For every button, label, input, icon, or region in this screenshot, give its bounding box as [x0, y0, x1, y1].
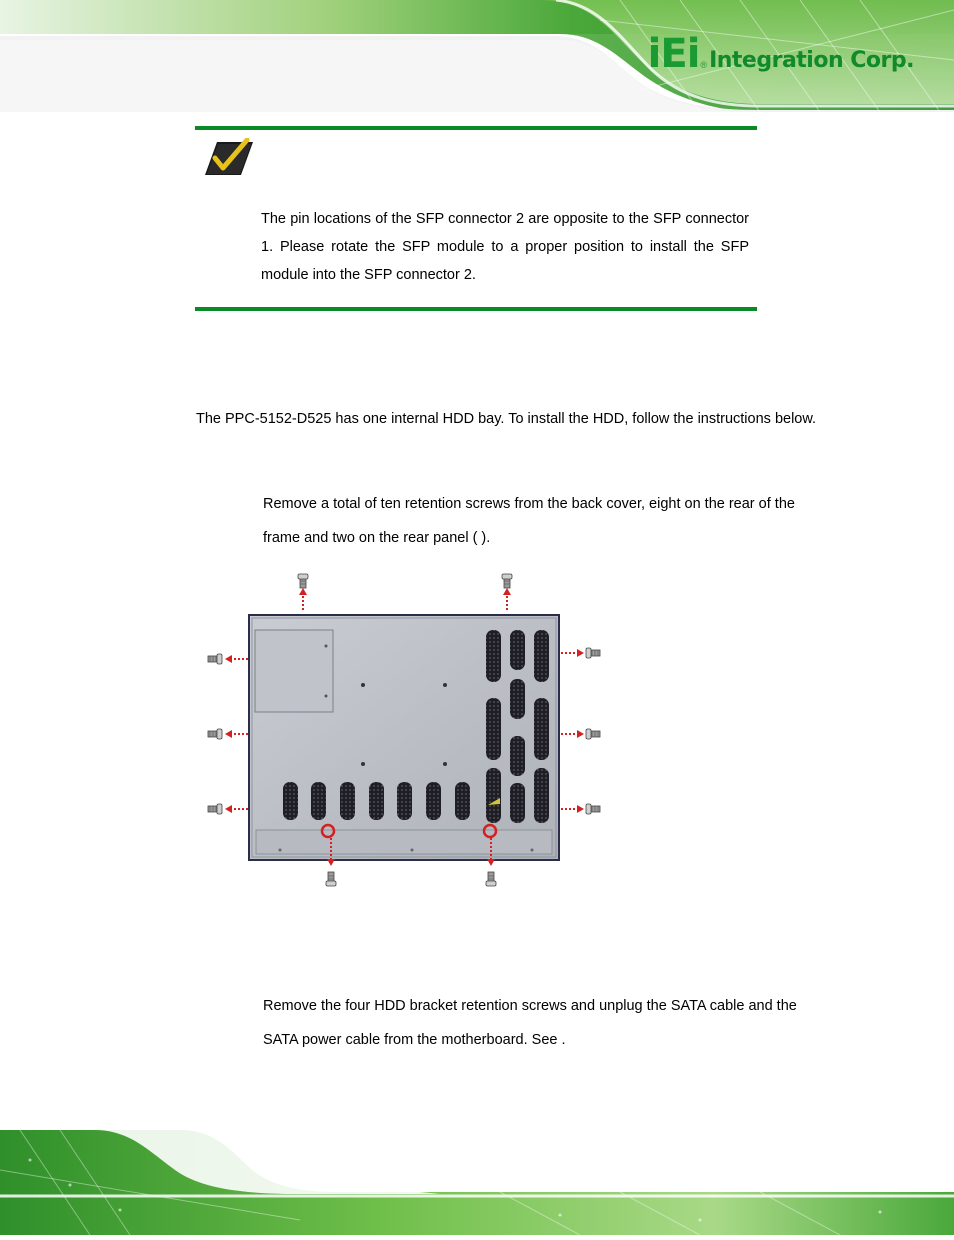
step-1-text: Remove a total of ten retention screws from the back cover, eight on the rear of the frame and two on the rear panel ( ). [263, 496, 795, 546]
logo-registered-mark: ® [700, 60, 708, 70]
step-2-text: Remove the four HDD bracket retention screws and unplug the SATA cable and the SATA power cable from the motherboard. See . [263, 998, 797, 1048]
company-logo [647, 26, 914, 77]
intro-paragraph: The PPC-5152-D525 has one internal HDD bay. To install the HDD, follow the instructions below. [196, 411, 817, 427]
note-top-rule [195, 126, 757, 130]
back-cover-screws-figure [200, 568, 615, 893]
page-footer [0, 1130, 954, 1235]
note-text: The pin locations of the SFP connector 2 are opposite to the SFP connector 1. Please rotate the SFP module to a proper position to install the SFP module into the SFP connector 2. [261, 211, 749, 283]
logo-mark: iEi [647, 31, 700, 77]
footer-banner-graphic [0, 1130, 954, 1235]
note-bottom-rule [195, 307, 757, 311]
note-checkmark-icon [203, 138, 255, 178]
page-header [0, 0, 954, 112]
logo-text: Integration Corp. [709, 48, 914, 73]
